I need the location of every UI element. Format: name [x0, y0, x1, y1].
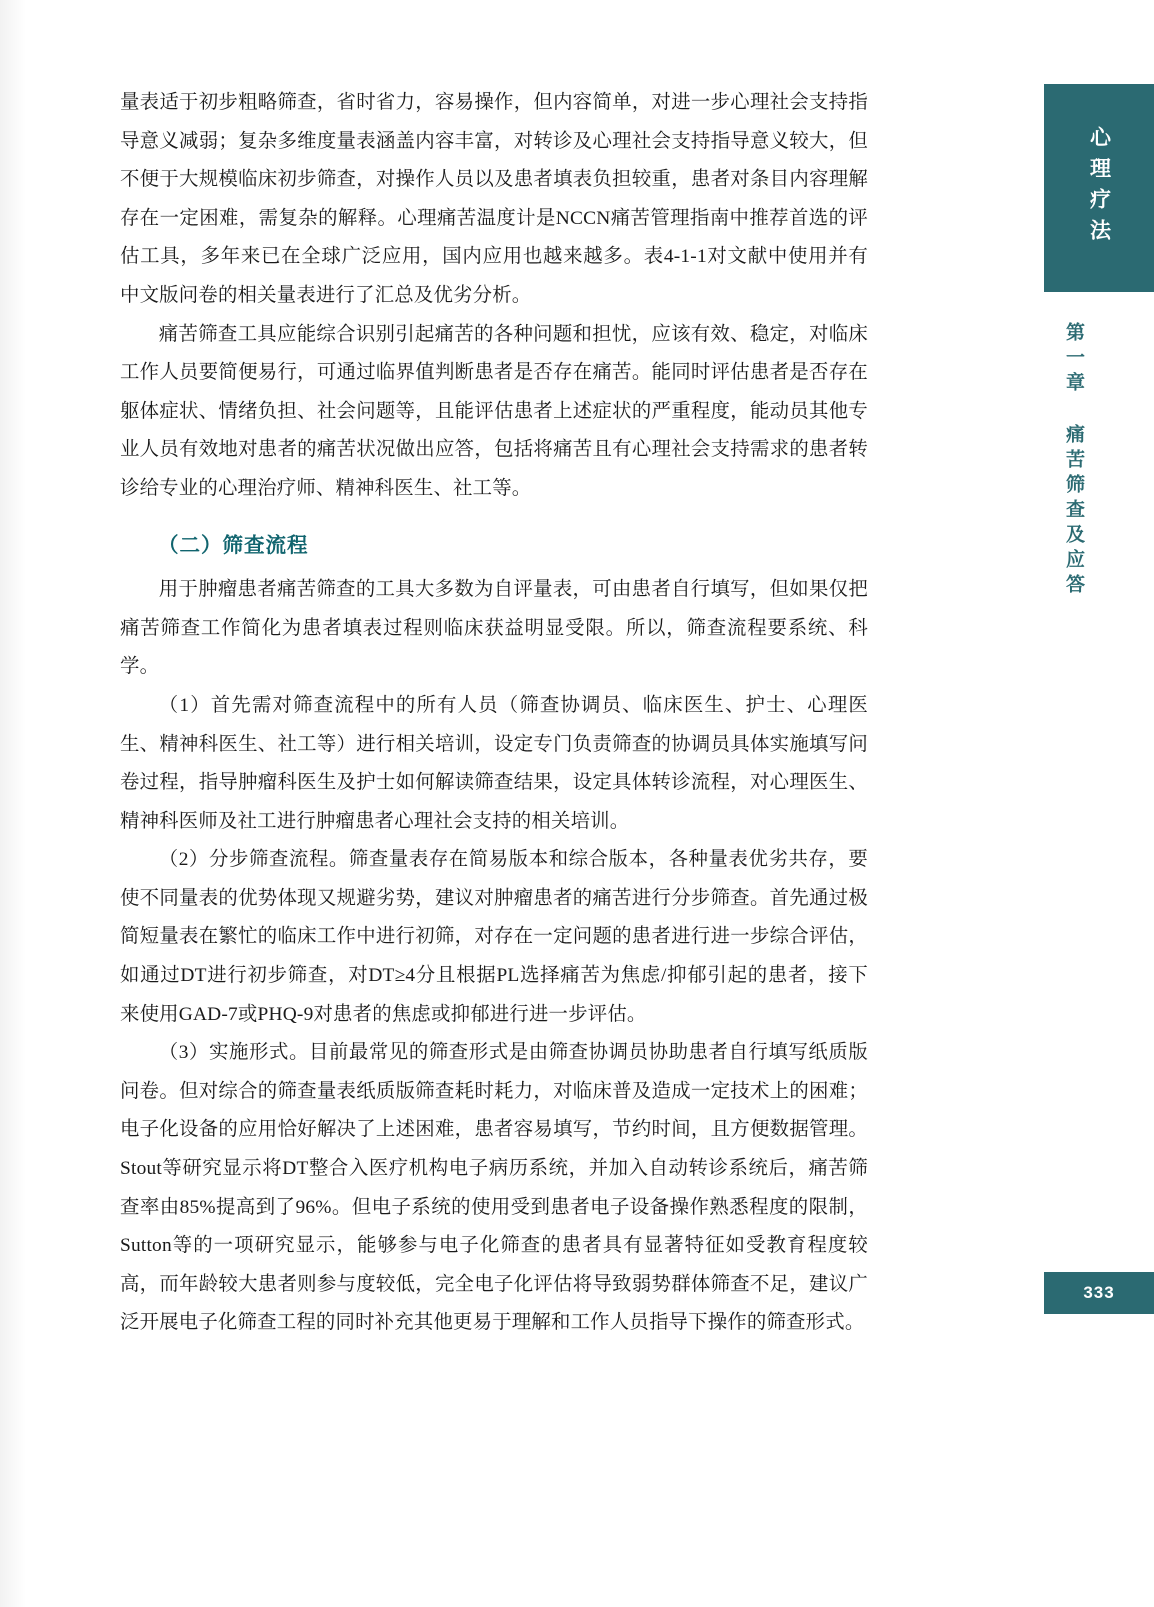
- side-tab-label: 心理疗法: [1087, 126, 1111, 250]
- side-chapter-label: 第一章 痛苦筛查及应答: [1063, 322, 1084, 599]
- main-text-column: [120, 84, 868, 1343]
- page-number-label: 333: [1083, 1283, 1115, 1302]
- paragraph-1: 量表适于初步粗略筛查，省时省力，容易操作，但内容简单，对进一步心理社会支持指导意义减弱；复杂多维度量表涵盖内容丰富，对转诊及心理社会支持指导意义较大，但不便于大规模临床初步筛查，对操作人员以及患者填表负担较重，患者对条目内容理解存在一定困难，需复杂的解释。心理痛苦温度计是NCCN痛苦管理指南中推荐首选的评估工具，多年来已在全球广泛应用，国内应用也越来越多。表4-1-1对文献中使用并有中文版问卷的相关量表进行了汇总及优劣分析。: [120, 92, 868, 306]
- section-heading: （二）筛查流程: [158, 534, 309, 557]
- page-number-badge: [1044, 1272, 1154, 1314]
- paragraph-5: （2）分步筛查流程。筛查量表存在简易版本和综合版本，各种量表优劣共存，要使不同量表的优势体现又规避劣势，建议对肿瘤患者的痛苦进行分步筛查。首先通过极简短量表在繁忙的临床工作中进行初筛，对存在一定问题的患者进行进一步综合评估，如通过DT进行初步筛查，对DT≥4分且根据PL选择痛苦为焦虑/抑郁引起的患者，接下来使用GAD-7或PHQ-9对患者的焦虑或抑郁进行进一步评估。: [120, 849, 868, 1025]
- page-edge-shading: [0, 0, 26, 1607]
- side-tab-section-title: [1044, 84, 1154, 292]
- paragraph-4: （1）首先需对筛查流程中的所有人员（筛查协调员、临床医生、护士、心理医生、精神科医生、社工等）进行相关培训，设定专门负责筛查的协调员具体实施填写问卷过程，指导肿瘤科医生及护士如何解读筛查结果，设定具体转诊流程，对心理医生、精神科医师及社工进行肿瘤患者心理社会支持的相关培训。: [120, 694, 868, 832]
- paragraph-3: 用于肿瘤患者痛苦筛查的工具大多数为自评量表，可由患者自行填写，但如果仅把痛苦筛查工作简化为患者填表过程则临床获益明显受限。所以，筛查流程要系统、科学。: [120, 579, 868, 678]
- paragraph-2: 痛苦筛查工具应能综合识别引起痛苦的各种问题和担忧，应该有效、稳定，对临床工作人员要简便易行，可通过临界值判断患者是否存在痛苦。能同时评估患者是否存在躯体症状、情绪负担、社会问题等，且能评估患者上述症状的严重程度，能动员其他专业人员有效地对患者的痛苦状况做出应答，包括将痛苦且有心理社会支持需求的患者转诊给专业的心理治疗师、精神科医生、社工等。: [120, 323, 868, 499]
- side-chapter-marker: [1054, 322, 1124, 604]
- paragraph-6: （3）实施形式。目前最常见的筛查形式是由筛查协调员协助患者自行填写纸质版问卷。但对综合的筛查量表纸质版筛查耗时耗力，对临床普及造成一定技术上的困难；电子化设备的应用恰好解决了上述困难，患者容易填写，节约时间，且方便数据管理。Stout等研究显示将DT整合入医疗机构电子病历系统，并加入自动转诊系统后，痛苦筛查率由85%提高到了96%。但电子系统的使用受到患者电子设备操作熟悉程度的限制，Sutton等的一项研究显示，能够参与电子化筛查的患者具有显著特征如受教育程度较高，而年龄较大患者则参与度较低，完全电子化评估将导致弱势群体筛查不足，建议广泛开展电子化筛查工程的同时补充其他更易于理解和工作人员指导下操作的筛查形式。: [120, 1042, 868, 1334]
